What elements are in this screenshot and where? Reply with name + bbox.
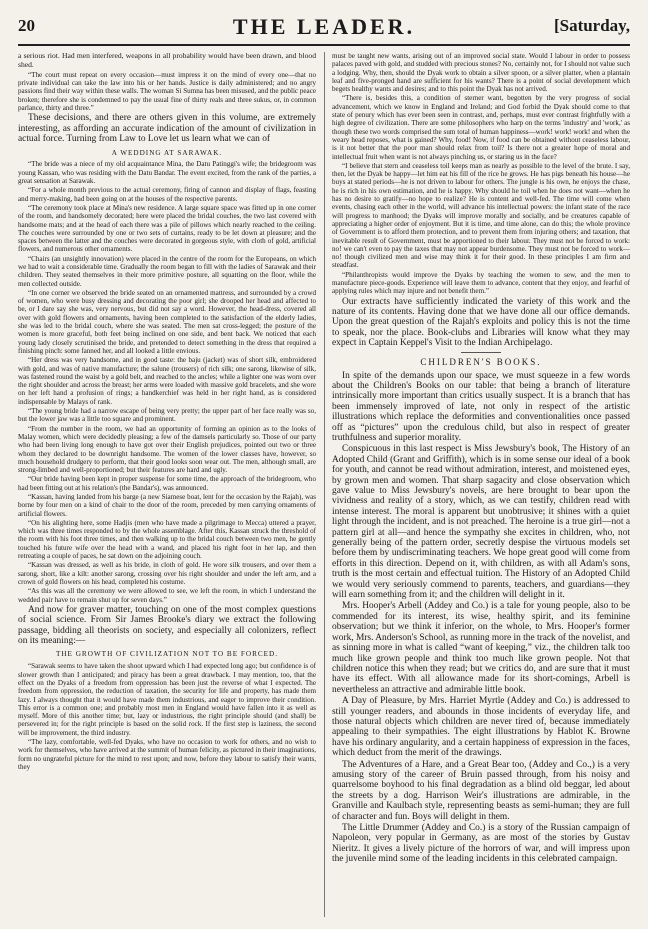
quote-paragraph: “Our bride having been kept in proper suspense for some time, the approach of the bridegroom, who had been fitting out at his relation's (the Bandar's), was announced. xyxy=(18,475,316,492)
quote-paragraph: “As this was all the ceremony we were allowed to see, we left the room, in which I understand the wedded pair have to remain shut up for seven days.” xyxy=(18,587,316,604)
paragraph: And now for graver matter, touching on one of the most complex questions of social science. From Sir James Brooke's diary we extract the following passage, bidding all theorists on society, and especially all colonizers, reflect on its meaning:— xyxy=(18,604,316,647)
quote-paragraph: “The lazy, comfortable, well-fed Dyaks, who have no occasion to work for others, and no wish to work for themselves, who have arrived at the summit of human felicity, as pictured in their imaginations, form no ungrateful picture for the mind to rest upon; and now, before they labour to satisfy their wants, they xyxy=(18,738,316,771)
paragraph: Mrs. Hooper's Arbell (Addey and Co.) is a tale for young people, also to be commended for its interest, its wise, healthy spirit, and its feminine observation; but we think it inferior, on the whole, to Mrs. Hooper's former work, Mrs. Anderson's School, as running more in the track of the novelist, and as sinning more in what is called “want of keeping,” viz., the children talk too much like grown people and think too much like grown people. Not that children notice this when they read; but we critics do, and are sure that it must have its effect. With all allowance made for its short-comings, Arbell is nevertheless an attractive and admirable little book. xyxy=(332,601,630,695)
right-column xyxy=(332,52,630,917)
section-heading-childrens-books: CHILDREN'S BOOKS. xyxy=(420,356,542,367)
quote-paragraph: “Kassan was dressed, as well as his bride, in cloth of gold. He wore silk trousers, and over them a sarong, short, like a kilt: another sarong, crossing over his right shoulder and under the left arm, and a crown of gold flowers on his head, completed his costume. xyxy=(18,561,316,586)
divider xyxy=(461,352,501,353)
quote-paragraph: “In one corner we observed the bride seated on an ornamented mattress, and surrounded by a crowd of women, who were busy dressing and decorating the poor girl; she drooped her head and affected to be, or I dare say she was, very nervous, but did not say a word. However, the head-dress, covered all over with gold flowers and ornaments, having been completed to the satisfaction of the elderly ladies, she was led to the bridal couch, where she was seated. The men sat cross-legged; the posture of the women is more graceful, both feet being inclined on one side, and bent back. We noticed that each young lady closely scrutinised the bride, and pretended to detect something in the dress that required a finishing pinch: some fanned her, and all looked a little envious. xyxy=(18,288,316,355)
paragraph: A Day of Pleasure, by Mrs. Harriet Myrtle (Addey and Co.) is addressed to still younger readers, and abounds in those incidents of everyday life, and those natural objects which children are never tired of, because immediately appealing to their sympathies. The eight illustrations by Hablot K. Browne have his ordinary angularity, and a certain happiness of expression in the faces, which deduct from the merit of the drawings. xyxy=(332,696,630,759)
paragraph: a serious riot. Had men interfered, weapons in all probability would have been drawn, and blood shed. xyxy=(18,52,316,69)
quote-paragraph: “The bride was a niece of my old acquaintance Mina, the Datu Patinggi's wife; the bridegroom was young Kassan, who was residing with the Datu Bandar. The event excited, from the rank of the parties, a great sensation at Sarawak. xyxy=(18,160,316,186)
diary-quote-continued xyxy=(332,52,630,296)
paragraph: The Little Drummer (Addey and Co.) is a story of the Russian campaign of Napoleon, very popular in Germany, as are most of the stories by Gustav Nieritz. It gives a lively picture of the horrors of war, and will impress upon the juvenile mind some of the leading incidents in this celebrated campaign. xyxy=(332,823,630,865)
quote-paragraph: must be taught new wants, arising out of an improved social state. Would I labour in order to possess palaces paved with gold, and studded with precious stones? No, certainly not, for I should not value such a lodging. Why, then, should the Dyak work to obtain a silver spoon, or a silver platter, when a plantain leaf and five-pronged hand are sufficient for his wants? There is a point of social development which begets healthy wants and desires; and to this point the Dyak has not arrived. xyxy=(332,52,630,94)
issue-day: [Saturday, xyxy=(553,16,630,35)
masthead xyxy=(18,14,630,46)
quote-paragraph: “Philanthropists would improve the Dyaks by teaching the women to sew, and the men to manufacture piece-goods. Experience will leave them to advance, content that they enjoy, and fearful of applying rules which may injure and not benefit them.” xyxy=(332,270,630,296)
paragraph: Conspicuous in this last respect is Miss Jewsbury's book, The History of an Adopted Child (Grant and Griffith), which is in some sense our ideal of a book for youth, and cannot be read without admiration, interest, and moistened eyes, by grown men and women. That sharp sagacity and close observation which gave value to Miss Jewsbury's novels, are here brought to bear upon the vividness and reality of a story, which, as we can testify, children read with intense interest. The moral is apparent but unobtrusive; it shines with a quiet light through the incident, and is not preached. The heroine is a true girl—not a pattern girl at all—and hence the sympathy she excites in children, who, not generally being of the pattern order, secretly despise the virtuous models set before them by undiscriminating teachers. We hope great good will come from efforts in this direction. Depend on it, with children, as with all Adam's sons, truth is the most certain and effectual tuition. The History of an Adopted Child we would very seriously commend to parents, teachers, and guardians—they will earn something from it; and the children will delight in it. xyxy=(332,444,630,601)
column-divider xyxy=(324,52,325,917)
paragraph: In spite of the demands upon our space, we must squeeze in a few words about the Children's Books on our table: that being a branch of literature intrinsically more important than critics usually suspect. It is a branch that has been immensely improved of late, not only in respect of the artistic illustrations which replace the deformities and conventionalities once passed off as “pictures” upon the credulous child, but also in respect of greater truthfulness and superior morality. xyxy=(332,370,630,443)
quote-paragraph: “For a whole month previous to the actual ceremony, firing of cannon and display of flags, feasting and merry-making, had been going on at the houses of the respective parents. xyxy=(18,186,316,203)
wedding-quote xyxy=(18,160,316,603)
quote-paragraph: “On his alighting here, some Hadjis (men who have made a pilgrimage to Mecca) uttered a prayer, which was three times responded to by the whole assemblage. After this, Kassan struck the threshold of the room with his foot three times, and then walking up to the bridal couch between two men, he gently touched his future wife over the head with a wand, and placed his right foot in her lap, and then retreating a couple of paces, he sat down on the adjoining couch. xyxy=(18,518,316,561)
left-column xyxy=(18,52,316,917)
quote-paragraph: “I believe that stern and ceaseless toil keeps man as nearly as possible to the level of the brute. I say, then, let the Dyak be happy—let him eat his fill of the rice he grows. He has pigs beneath his house—he buys at stated periods—he is not driven to labour for others. The jungle is his own, he enjoys the chase, he is rich in his own estimation, and he is happy. Why should he toil when he does not want—when he has no desire to gratify—no hope to realize? He is content and well-fed. The time will come when events, chasing each other in the world, will advance his intellectual powers: the infant state of the race will progress to manhood; the Dyaks will improve morally and socially, and be creatures capable of appreciating a higher order of enjoyment. But it is time, and time alone, can do this; the whole province of Government is to afford them protection, and to prevent them from injuring others; and taxation, that inevitable result of Government, must be apportioned to their labour. They must not be forced to work: no! we can't even to pay the taxes that may not appear burdensome. They must not be forced to work—no! though civilized men and wise may think it for their good. In these principles I am firm and steadfast. xyxy=(332,161,630,270)
quote-paragraph: “Sarawak seems to have taken the shoot upward which I had expected long ago; but confidence is of slower growth than I anticipated; and piracy has been a great drawback. I may mention, too, that the effect on the Dyaks of a freedom from oppression has been just the reverse of what I expected. The freedom from oppression, the reduction of taxation, the security for life and property, has made them lazy. I always thought that it would have made them industrious, and eager to improve their condition. This error is a common one; and probably most men in England would have fallen into it as well as myself. More of this another time; but, lazy or industrious, the right principle should (and shall) be persevered in; for the right principle is based on the solid rock. If the first step is laziness, the second will be improvement, the third industry. xyxy=(18,662,316,737)
quote-paragraph: “Chairs (an unsightly innovation) were placed in the centre of the room for the Europeans, on which we had to wait a considerable time. Gradually the room began to fill with the ladies of Sarawak and their children. They seated themselves in their more primitive posture, all squatting on the floor, while the men collected outside. xyxy=(18,254,316,288)
quote-paragraph: “The ceremony took place at Mina's new residence. A large square space was fitted up in one corner of the room, and handsomely decorated; here were placed the bridal couches, the two last covered with handsome mats; and at the head of each there was a pile of pillows which nearly reached to the ceiling. The couches were surrounded by one or two sets of curtains, ready to be let down at pleasure; and the spaces between the latter and the couches were decorated in gorgeous style, with cloth of gold, artificial flowers, and numerous other ornaments. xyxy=(18,203,316,254)
paragraph: These decisions, and there are others given in this volume, are extremely interesting, as affording an accurate indication of the amount of civilization in actual force. Turning from Law to Love let us learn what we can of xyxy=(18,113,316,145)
quote-paragraph: “The young bride had a narrow escape of being very pretty; the upper part of her face really was so, but the lower jaw was a little too square and prominent. xyxy=(18,407,316,424)
quote-paragraph: “There is, besides this, a condition of sterner want, begotten by the very progress of social advancement, which we know in England and Ireland; and God forbid the Dyak should come to that state of penury which has ever been seen in contrast, and, perhaps, must ever contrast frightfully with a high degree of civilization. There are some philosophers who harp on the terms 'industry' and 'work,' as though these two words comprised the sum total of human happiness—work! work! work! and when the weary head reposes, what is gained? Why, food! Now, if food can be obtained without ceaseless labour, is it not better that the poor man should relax from toil? Is there not a greater hope of moral and intellectual fruit when want is not always pinching us, or staring us in the face? xyxy=(332,94,630,161)
newspaper-title: THE LEADER. xyxy=(232,14,416,39)
quote-paragraph: “From the number in the room, we had an opportunity of forming an opinion as to the looks of Malay women, which were decidedly pleasing; a few of the damsels particularly so. Those of our party who had been living long enough to have got over their English prejudices, pointed out two or three whom they declared to be downright handsome. The women of the lower classes have, however, so much household drudgery to perform, that their good looks soon wear out. The men, although small, are strong-limbed and well-proportioned; but their features are hard and ugly. xyxy=(18,424,316,475)
diary-quote xyxy=(18,662,316,771)
quote-paragraph: “Her dress was very handsome, and in good taste: the baju (jacket) was of short silk, embroidered with gold, and was of native manufacture; the salune (trousers) of rich silk; one sarong, likewise of silk, was fastened round the waist by a gold belt, and reached to the ancles; while a lighter one was worn over the right shoulder and across the breast; her arms were loaded with massive gold bracelets, and she wore on her left hand a profusion of rings; a handkerchief was held in her right hand, as is considered indispensable by Malays of rank. xyxy=(18,356,316,406)
paragraph: The Adventures of a Hare, and a Great Bear too, (Addey and Co.,) is a very amusing story of the career of Bruin passed through, from his noisy and quarrelsome boyhood to his final degradation as a blind old beggar, led about the streets by a dog. Harrison Weir's illustrations are admirable, in the Granville and Kaulbach style, representing beasts as semi-human; they are full of character and fun. Boys will delight in them. xyxy=(332,759,630,822)
section-heading-growth: THE GROWTH OF CIVILIZATION NOT TO BE FORCED. xyxy=(55,650,279,659)
page-number: 20 xyxy=(18,16,35,35)
paragraph: Our extracts have sufficiently indicated the variety of this work and the nature of its contents. Having done that we have done all our office demands. Upon the great question of the Rajah's exploits and policy this is not the time to speak, nor the place. Book-clubs and Libraries will know what they may expect in Captain Keppel's Visit to the Indian Archipelago. xyxy=(332,296,630,349)
quote-paragraph: “Kassan, having landed from his barge (a new Siamese boat, lent for the occasion by the Rajah), was borne by four men on a kind of chair to the door of the room, preceded by men carrying ornaments of artificial flowers. xyxy=(18,493,316,518)
section-heading-wedding: A WEDDING AT SARAWAK. xyxy=(111,148,223,157)
court-quote xyxy=(18,71,316,112)
quote-paragraph: “The court must repeat on every occasion—must impress it on the mind of every one—that no private individual can take the law into his or her hands. Justice is daily administered; and no angry passions find their way within these walls. The woman Si Sumna has been misused, and the public peace broken; therefore she is condemned to pay the usual fine of thirty reals and three sukus, or, in common parlance, thirty and three.” xyxy=(18,70,316,112)
